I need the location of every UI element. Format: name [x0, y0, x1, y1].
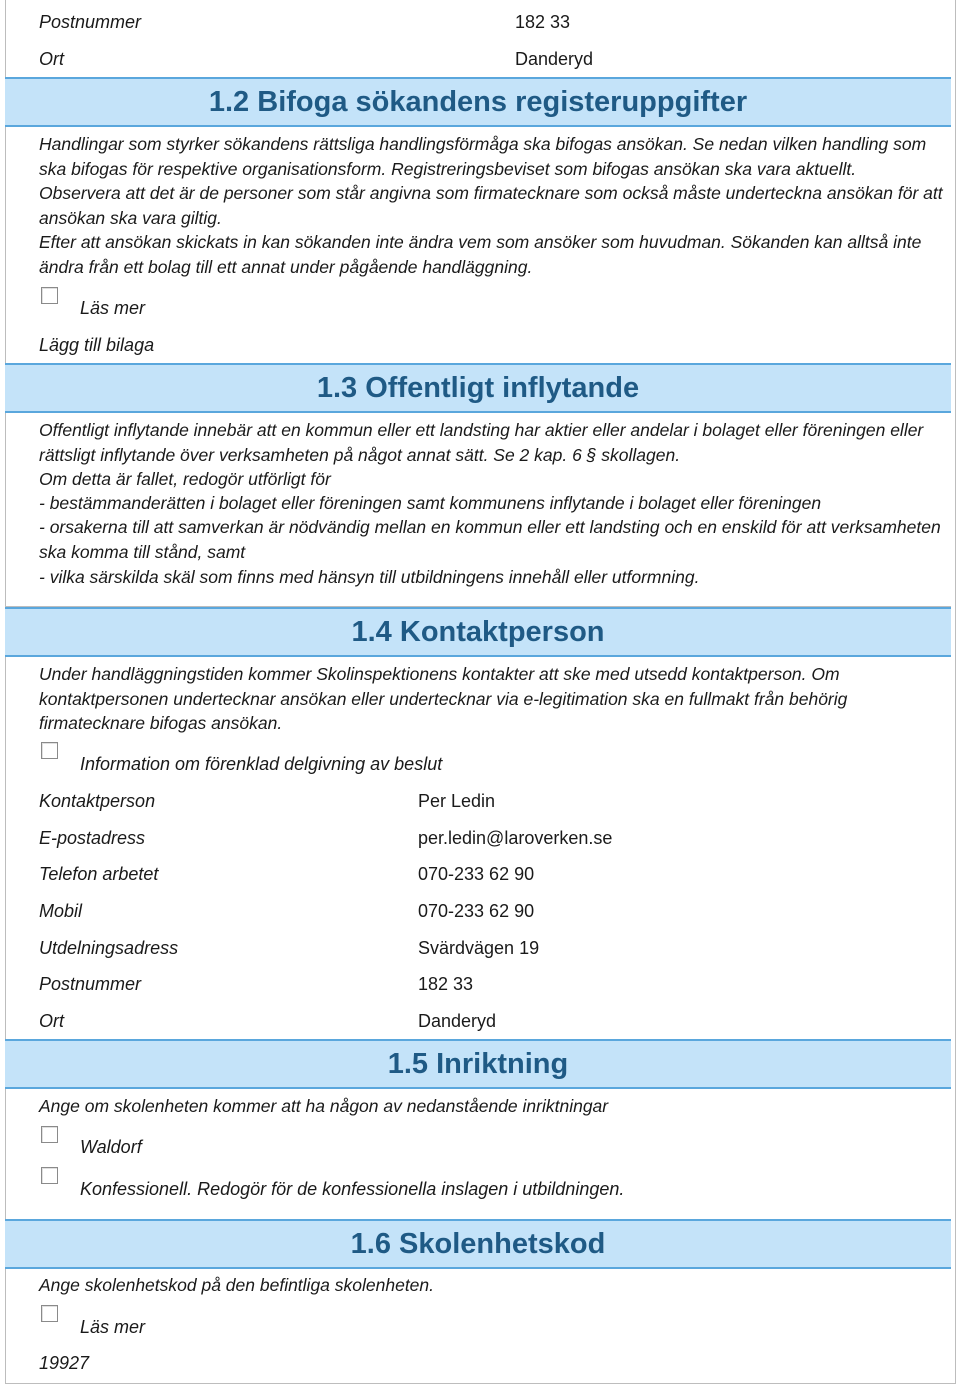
address-value: Svärdvägen 19 — [418, 938, 540, 958]
waldorf-label[interactable]: Waldorf — [80, 1137, 142, 1157]
section-header-1-3: 1.3 Offentligt inflytande — [5, 363, 951, 413]
section-header-1-2: 1.2 Bifoga sökandens registeruppgifter — [5, 77, 951, 127]
s13-line-2: - bestämmanderätten i bolaget eller föreningen samt kommunens inflytande i bolaget eller föreningen — [39, 493, 822, 513]
s13-paragraph-1: Offentligt inflytande innebär att en kommun eller ett landsting har aktier eller andelar i bolaget eller föreningen eller rättsligt inflytande över verksamheten på något annat sätt. Se 2 kap. 6 § skollagen. — [39, 420, 924, 465]
section-header-1-5: 1.5 Inriktning — [5, 1039, 951, 1089]
section-header-1-6: 1.6 Skolenhetskod — [5, 1219, 951, 1269]
s13-line-1: Om detta är fallet, redogör utförligt för — [39, 469, 331, 489]
postnummer-value: 182 33 — [515, 12, 571, 32]
simplified-notification-checkbox[interactable] — [41, 742, 58, 759]
confessional-label[interactable]: Konfessionell. Redogör för de konfessionella inslagen i utbildningen. — [80, 1179, 625, 1199]
postnummer-label: Postnummer — [39, 12, 142, 32]
s14-paragraph-1: Under handläggningstiden kommer Skolinspektionens kontakter att ske med utsedd kontaktperson. Om kontaktpersonen undertecknar ansökan eller undertecknar via e-legitimation ska en fullmakt från behörig firmatecknare bifogas ansökan. — [39, 664, 848, 733]
section-header-1-4: 1.4 Kontaktperson — [5, 607, 951, 657]
s15-intro: Ange om skolenheten kommer att ha någon av nedanstående inriktningar — [39, 1096, 609, 1116]
contact-postnummer-value: 182 33 — [418, 974, 474, 994]
school-code-read-more-label[interactable]: Läs mer — [80, 1317, 146, 1337]
ort-label: Ort — [39, 49, 64, 69]
contact-postnummer-label: Postnummer — [39, 974, 142, 994]
email-value: per.ledin@laroverken.se — [418, 828, 613, 848]
read-more-checkbox[interactable] — [41, 287, 58, 304]
s16-intro: Ange skolenhetskod på den befintliga skolenheten. — [39, 1275, 435, 1295]
waldorf-checkbox[interactable] — [41, 1126, 58, 1143]
add-attachment-link[interactable]: Lägg till bilaga — [39, 335, 155, 355]
contact-ort-label: Ort — [39, 1011, 64, 1031]
s12-paragraph-2: Observera att det är de personer som står angivna som firmatecknare som också måste underteckna ansökan för att ansökan ska vara giltig. — [39, 183, 943, 228]
confessional-checkbox[interactable] — [41, 1167, 58, 1184]
email-label: E-postadress — [39, 828, 146, 848]
contact-person-label: Kontaktperson — [39, 791, 156, 811]
school-code-read-more-checkbox[interactable] — [41, 1305, 58, 1322]
work-phone-value: 070-233 62 90 — [418, 864, 535, 884]
contact-person-value: Per Ledin — [418, 791, 496, 811]
address-label: Utdelningsadress — [39, 938, 179, 958]
simplified-notification-label[interactable]: Information om förenklad delgivning av beslut — [80, 754, 443, 774]
work-phone-label: Telefon arbetet — [39, 864, 159, 884]
s13-line-3: - orsakerna till att samverkan är nödvändig mellan en kommun eller ett landsting och en enskild för att verksamheten ska komma till stånd, samt — [39, 517, 941, 562]
read-more-label[interactable]: Läs mer — [80, 298, 146, 318]
contact-ort-value: Danderyd — [418, 1011, 497, 1031]
s13-line-4: - vilka särskilda skäl som finns med hänsyn till utbildningens innehåll eller utformning. — [39, 567, 700, 587]
mobile-value: 070-233 62 90 — [418, 901, 535, 921]
s12-paragraph-1: Handlingar som styrker sökandens rättsliga handlingsförmåga ska bifogas ansökan. Se nedan vilken handling som ska bifogas för respektive organisationsform. Registreringsbeviset som bifogas ansökan ska vara aktuellt. — [39, 134, 927, 179]
s12-paragraph-3: Efter att ansökan skickats in kan sökanden inte ändra vem som ansöker som huvudman. Sökanden kan alltså inte ändra från ett bolag till ett annat under pågående handläggning. — [39, 232, 922, 277]
school-unit-code-value: 19927 — [39, 1353, 90, 1373]
mobile-label: Mobil — [39, 901, 83, 921]
ort-value: Danderyd — [515, 49, 594, 69]
